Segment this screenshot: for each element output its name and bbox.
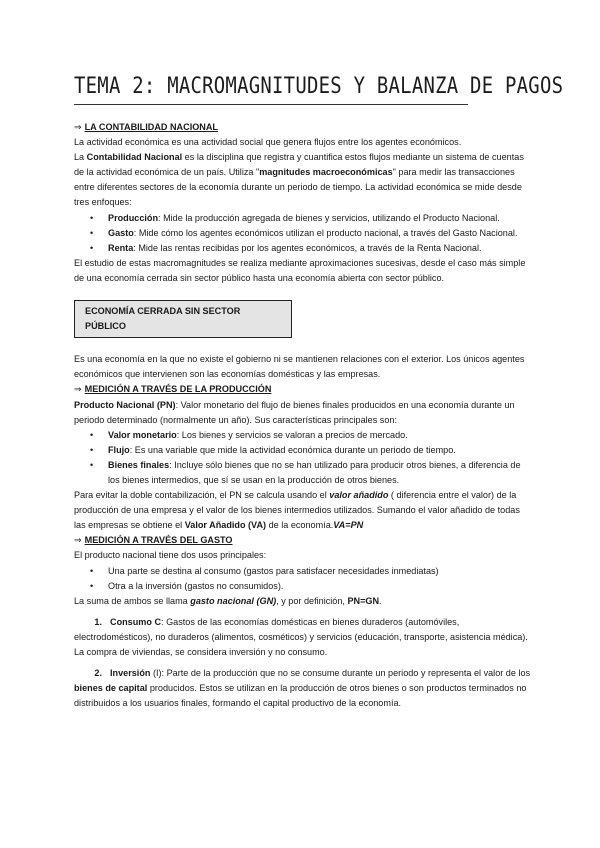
characteristics-list (74, 428, 534, 488)
list-item: • Valor monetario: Los bienes y servicios se valoran a precios de mercado. (74, 428, 534, 443)
paragraph: La suma de ambos se llama gasto nacional (GN), y por definición, PN=GN. (74, 595, 382, 606)
paragraph: La Contabilidad Nacional es la disciplina que registra y cuantifica estos flujos mediante un sistema de cuentas de la actividad económica de un país. Utiliza "magnitudes macroeconómicas" para medir las transacciones entre diferentes sectores de la economía durante un periodo de tiempo. La actividad económica se mide desde tres enfoques: (74, 152, 524, 208)
page-title: TEMA 2: MACROMAGNITUDES Y BALANZA DE PAGOS (74, 74, 564, 99)
section-heading-produccion: ⇒ MEDICIÓN A TRAVÉS DE LA PRODUCCIÓN (74, 384, 272, 395)
paragraph: Para evitar la doble contabilización, el PN se calcula usando el valor añadido ( diferencia entre el valor) de la producción de una empresa y el valor de los bienes intermedios utilizados. Sumando el valor añadido de todas las empresas se obtiene el Valor Añadido (VA) de la economía.VA=PN (74, 490, 520, 531)
document-body (74, 120, 534, 711)
list-item: • Flujo: Es una variable que mide la actividad económica durante un periodo de tiempo. (74, 443, 534, 458)
title-underline (74, 104, 468, 105)
paragraph: Es una economía en la que no existe el gobierno ni se mantienen relaciones con el exterior. Los únicos agentes económicos que intervienen son las economías domésticas y las empresas. (74, 354, 525, 380)
approach-list (74, 211, 534, 256)
section-heading-gasto: ⇒ MEDICIÓN A TRAVÉS DEL GASTO (74, 535, 233, 546)
arrow-icon: ⇒ (74, 122, 82, 132)
section-box-label: ECONOMÍA CERRADA SIN SECTOR PÚBLICO (74, 300, 292, 338)
uses-list (74, 564, 534, 594)
list-item: 2. Inversión (I): Parte de la producción que no se consume durante un periodo y representa el valor de los bienes de capital producidos. Estos se utilizan en la producción de otros bienes o son productos terminados no distribuidos a los usuarios finales, formando el capital productivo de la economía. (74, 668, 531, 709)
arrow-icon: ⇒ (74, 384, 82, 395)
numbered-list (74, 615, 534, 712)
paragraph: El estudio de estas macromagnitudes se realiza mediante aproximaciones sucesivas, desde el caso más simple de una economía cerrada sin sector público hasta una economía abierta con sector público. (74, 257, 526, 283)
arrow-icon: ⇒ (74, 535, 82, 546)
paragraph: Producto Nacional (PN): Valor monetario del flujo de bienes finales producidos en una economía durante un periodo determinado (normalmente un año). Sus características principales son: (74, 399, 515, 425)
list-item: • Bienes finales: Incluye sólo bienes que no se han utilizado para producir otros bienes, a diferencia de los bienes intermedios, que sí se usan en la producción de otros bienes. (74, 458, 534, 488)
list-item: • Renta: Mide las rentas recibidas por los agentes económicos, a través de la Renta Nacional. (74, 241, 534, 256)
section-heading-contabilidad: ⇒ LA CONTABILIDAD NACIONAL (74, 122, 218, 132)
paragraph: La actividad económica es una actividad social que genera flujos entre los agentes económicos. (74, 137, 462, 148)
list-item: • Otra a la inversión (gastos no consumidos). (74, 579, 534, 594)
list-item: 1. Consumo C: Gastos de las economías domésticas en bienes duraderos (automóviles, electrodomésticos), no duraderos (alimentos, cosméticos) y servicios (educación, transporte, asistencia médica). La compra de viviendas, se considera inversión y no consumo. (74, 616, 528, 657)
paragraph: El producto nacional tiene dos usos principales: (74, 550, 267, 561)
list-item: • Una parte se destina al consumo (gastos para satisfacer necesidades inmediatas) (74, 564, 534, 579)
list-item: • Gasto: Mide cómo los agentes económicos utilizan el producto nacional, a través del Gasto Nacional. (74, 226, 534, 241)
list-item: • Producción: Mide la producción agregada de bienes y servicios, utilizando el Producto Nacional. (74, 211, 534, 226)
